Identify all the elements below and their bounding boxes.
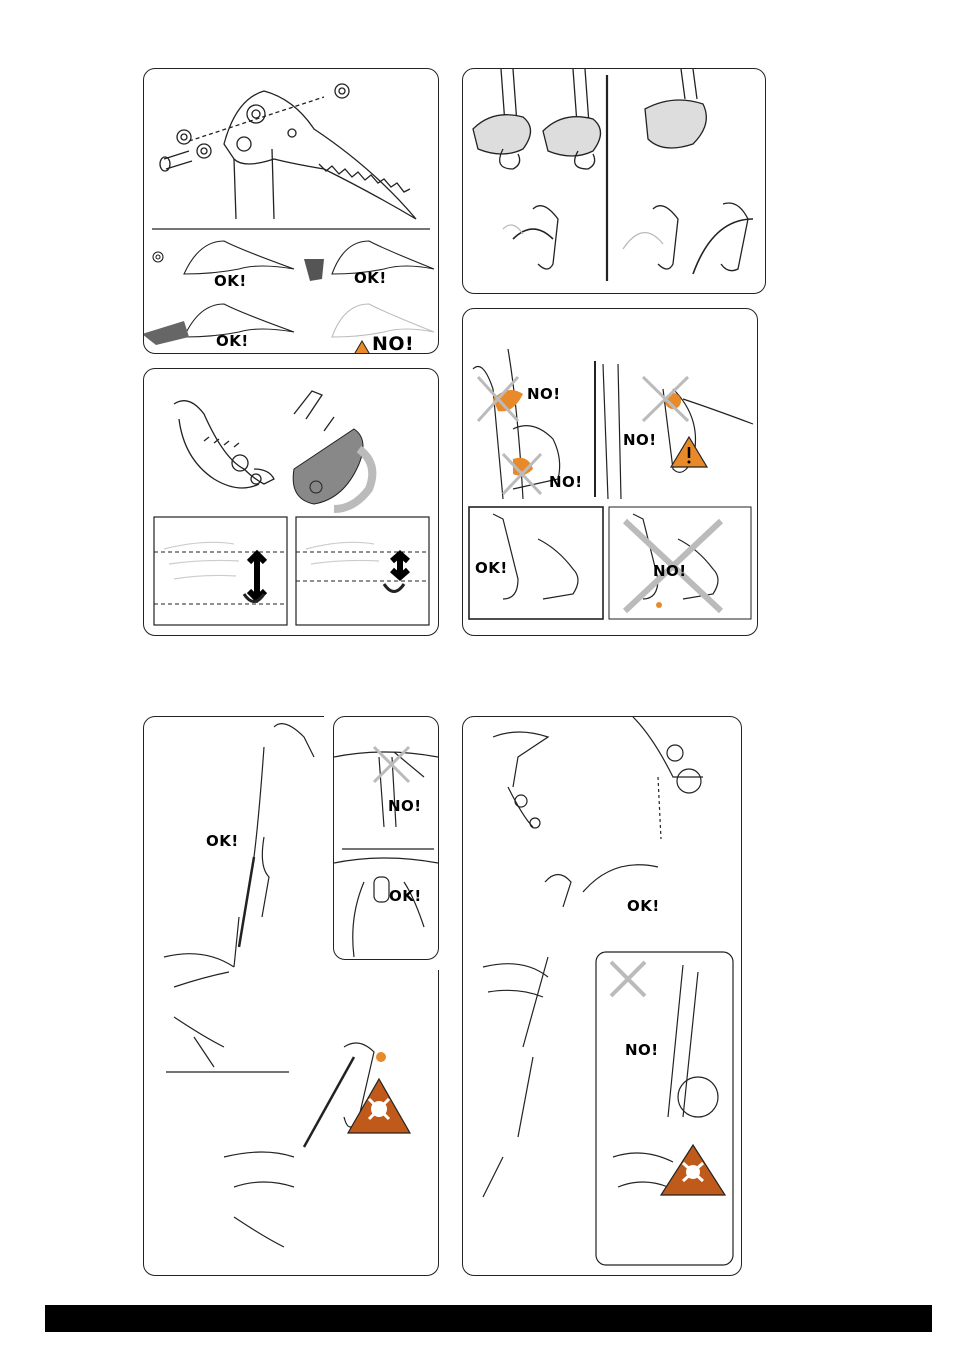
panel-danger-zones — [462, 308, 758, 636]
label-no-7: NO! — [625, 1041, 659, 1059]
label-no-2: NO! — [527, 385, 561, 403]
label-ok-1: OK! — [214, 272, 247, 290]
grip-positions-illustration — [463, 69, 765, 293]
label-no-3: NO! — [549, 473, 583, 491]
label-ok-4: OK! — [475, 559, 508, 577]
danger-zones-illustration — [463, 309, 757, 635]
leash-clip-illustration — [334, 717, 438, 959]
label-no-4: NO! — [623, 431, 657, 449]
panel-grip-positions — [462, 68, 766, 294]
label-no-6: NO! — [388, 797, 422, 815]
warning-triangle-icon — [352, 341, 372, 353]
label-no-5: NO! — [653, 562, 687, 580]
tether-illustration — [463, 717, 741, 1275]
pinky-rest-illustration — [144, 369, 438, 635]
panel-head-assembly — [143, 68, 439, 354]
label-no-1: NO! — [372, 333, 415, 354]
panel-tether — [462, 716, 742, 1276]
label-ok-5: OK! — [206, 832, 239, 850]
panel-leash-clip — [333, 716, 439, 960]
label-ok-6: OK! — [389, 887, 422, 905]
footer-bar — [45, 1305, 932, 1332]
label-ok-3: OK! — [216, 332, 249, 350]
head-assembly-illustration — [144, 69, 438, 353]
label-ok-2: OK! — [354, 269, 387, 287]
label-ok-7: OK! — [627, 897, 660, 915]
panel-pinky-rest — [143, 368, 439, 636]
